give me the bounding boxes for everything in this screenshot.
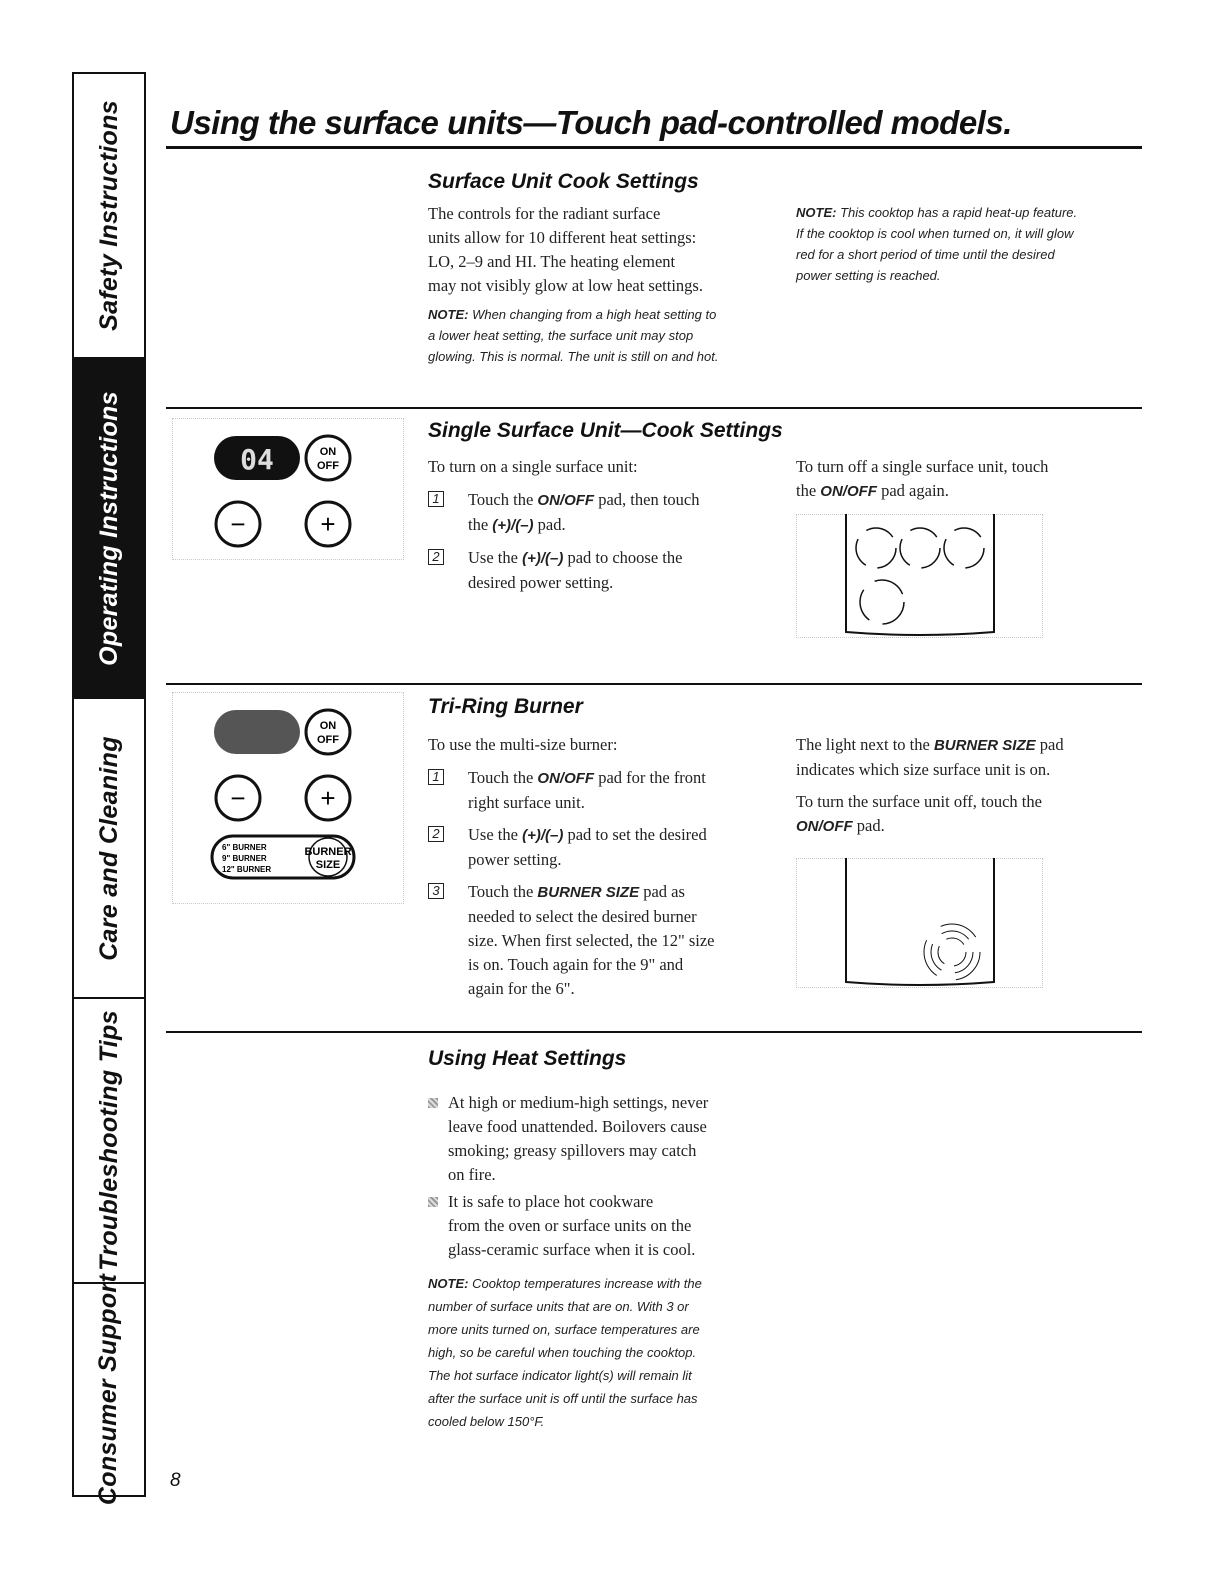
burner-ring-inner [938,938,966,966]
off-label: OFF [317,460,339,472]
note-label: NOTE: [796,205,837,220]
note-line: Cooktop temperatures increase with the [472,1276,702,1291]
on-label: ON [319,446,337,458]
tab-operating-instructions[interactable] [74,359,144,699]
note-line: This cooktop has a rapid heat-up feature. [840,205,1078,220]
step-number: 3 [428,883,444,899]
text-line: LO, 2–9 and HI. The heating element [428,252,676,271]
burner-ring [860,580,904,624]
heat-settings-bullet-1: At high or medium-high settings, never leave food unattended. Boilovers cause smoking; greasy spillovers may catch on fire. [428,1091,788,1187]
tab-care-and-cleaning[interactable] [74,699,144,999]
note-line: glowing. This is normal. The unit is still on and hot. [428,349,719,364]
tab-safety-instructions[interactable] [74,74,144,359]
burner-label: 9" BURNER [222,854,267,863]
cook-settings-note [428,304,718,367]
section-heading-single-unit: Single Surface Unit—Cook Settings [428,419,783,442]
tab-label: Safety Instructions [94,100,123,331]
tri-ring-step-1: 1 Touch the ON/OFF pad for the front right surface unit. [428,766,778,815]
note-label: NOTE: [428,1276,469,1291]
note-line: If the cooktop is cool when turned on, it will glow [796,226,1074,241]
bullet-icon [428,1197,438,1207]
page-title: Using the surface units—Touch pad-controlled models. [170,104,1012,141]
tab-label: Operating Instructions [94,390,123,666]
heat-settings-bullet-2: It is safe to place hot cookware from the oven or surface units on the glass-ceramic surface when it is cool. [428,1190,788,1262]
note-line: number of surface units that are on. With 3 or [428,1299,689,1314]
step-number: 2 [428,826,444,842]
minus-icon: − [230,783,246,813]
note-line: high, so be careful when touching the cooktop. [428,1345,697,1360]
tri-ring-cooktop-illustration [840,858,1000,988]
bullet-icon [428,1098,438,1108]
note-line: power setting is reached. [796,268,941,283]
tri-ring-light-text: The light next to the BURNER SIZE pad indicates which size surface unit is on. [796,735,1064,779]
section-heading-heat-settings: Using Heat Settings [428,1047,627,1070]
section-rule [166,1031,1142,1033]
section-rule [166,683,1142,685]
cooktop-outline [846,514,994,635]
section-rule [166,407,1142,409]
burner-ring-middle [931,931,973,973]
title-rule [166,146,1142,149]
heat-settings-note [428,1272,702,1433]
burner-ring [856,528,896,568]
plus-icon: + [320,509,336,539]
tri-ring-step-2: 2 Use the (+)/(–) pad to set the desired power setting. [428,823,778,872]
section-heading-tri-ring: Tri-Ring Burner [428,695,583,718]
section-heading-cook-settings: Surface Unit Cook Settings [428,170,699,193]
single-unit-off-text: To turn off a single surface unit, touch the ON/OFF pad again. [796,457,1049,500]
display-pill [214,710,300,754]
note-line: after the surface unit is off until the surface has [428,1391,698,1406]
page-number: 8 [170,1470,181,1491]
note-line: more units turned on, surface temperatures are [428,1322,700,1337]
note-label: NOTE: [428,307,469,322]
sidebar-tabs [72,72,146,1506]
rapid-heat-note [796,202,1077,286]
step-number: 1 [428,769,444,785]
note-line: cooled below 150°F. [428,1414,545,1429]
on-label: ON [319,720,337,732]
step-number: 2 [428,549,444,565]
tri-ring-off-text: To turn the surface unit off, touch the ON/OFF pad. [796,792,1042,835]
text-line: The controls for the radiant surface [428,204,661,223]
tri-ring-intro: To use the multi-size burner: [428,735,618,754]
tab-consumer-support[interactable] [74,1273,144,1506]
text-line: may not visibly glow at low heat settings. [428,276,703,295]
single-unit-control-illustration [192,428,382,558]
tab-troubleshooting-tips[interactable] [74,999,144,1284]
on-off-pad [306,710,350,754]
tri-ring-control-illustration [192,702,382,892]
tri-ring-step-3: 3 Touch the BURNER SIZE pad as needed to select the desired burner size. When first selected, the 12" size is on. Touch again for the 9" and again for the 6". [428,880,778,1001]
cook-settings-text [428,202,703,298]
tab-label: Consumer Support [94,1273,123,1506]
burner-word: BURNER [304,846,352,858]
cooktop-layout-illustration [840,514,1000,638]
single-unit-intro: To turn on a single surface unit: [428,457,638,476]
burner-ring-outer [924,924,980,980]
size-word: SIZE [315,859,341,871]
cooktop-outline [846,858,994,985]
single-unit-step-2: 2 Use the (+)/(–) pad to choose the desired power setting. [428,546,768,595]
display-readout: 04 [240,443,274,476]
minus-icon: − [230,509,246,539]
tab-label: Care and Cleaning [94,735,123,961]
note-line: a lower heat setting, the surface unit may stop [428,328,694,343]
tab-label: Troubleshooting Tips [94,1010,123,1271]
burner-label: 12" BURNER [222,865,272,874]
burner-ring [900,528,940,568]
text-line: units allow for 10 different heat settings: [428,228,697,247]
note-line: red for a short period of time until the desired [796,247,1055,262]
burner-label: 6" BURNER [222,843,267,852]
note-line: The hot surface indicator light(s) will remain lit [428,1368,692,1383]
burner-ring [944,528,984,568]
off-label: OFF [317,734,339,746]
single-unit-step-1: 1 Touch the ON/OFF pad, then touch the (+)/(–) pad. [428,488,768,538]
plus-icon: + [320,783,336,813]
note-line: When changing from a high heat setting to [472,307,717,322]
step-number: 1 [428,491,444,507]
on-off-pad [306,436,350,480]
